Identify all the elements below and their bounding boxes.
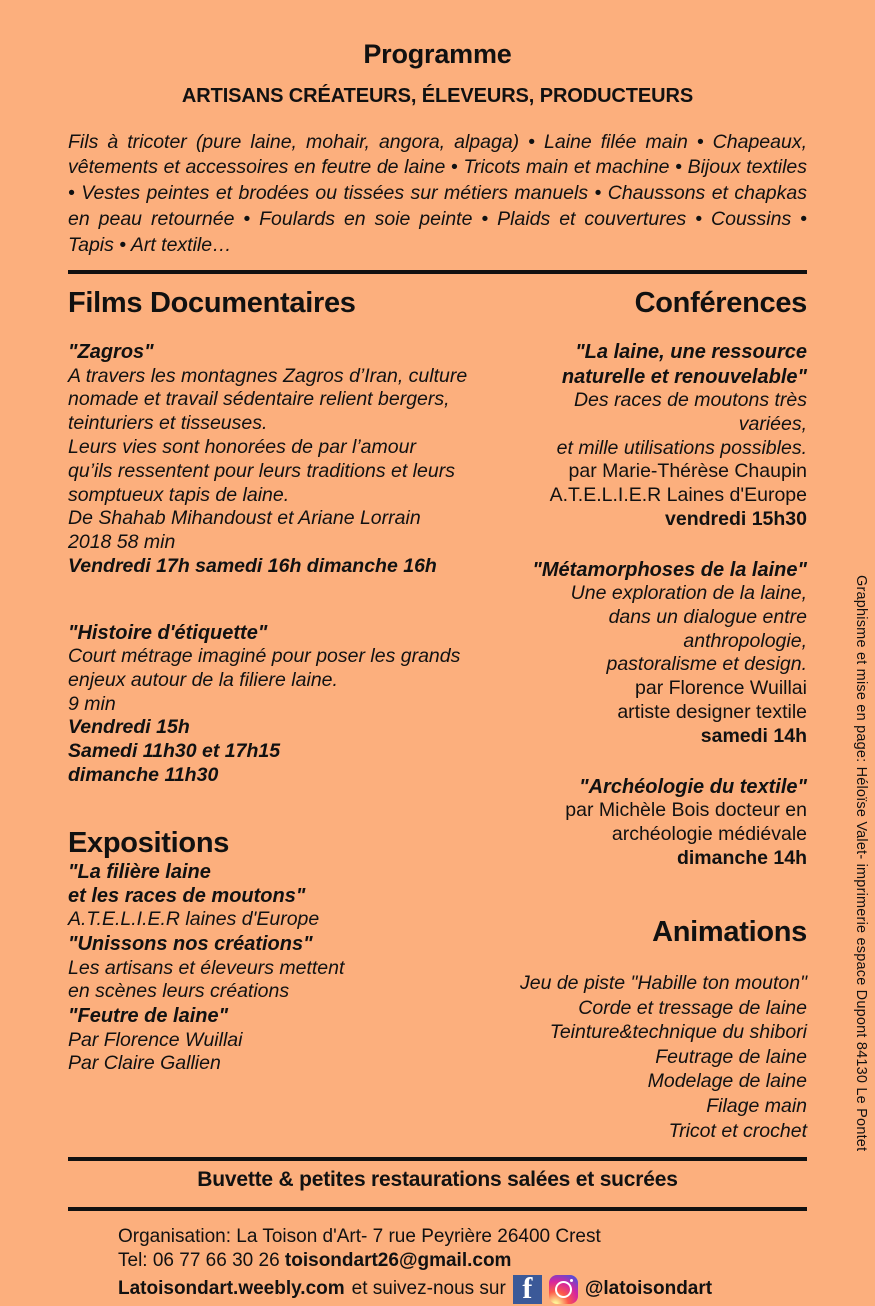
- exposition-title: "La filière laine: [68, 860, 211, 883]
- film-body-line: qu’ils ressentent pour leurs traditions et leurs: [68, 459, 455, 482]
- exposition-item: [68, 1004, 507, 1076]
- film-item: [68, 340, 507, 578]
- section-heading-films: Films Documentaires: [68, 287, 356, 320]
- film-title: "Histoire d'étiquette": [68, 621, 268, 644]
- footer-follow-text: et suivez-nous sur: [351, 1278, 506, 1300]
- conference-body: Une exploration de la laine,: [570, 582, 807, 605]
- exposition-title: "Feutre de laine": [68, 1005, 229, 1028]
- conference-time: dimanche 14h: [676, 846, 807, 869]
- film-body-line: Leurs vies sont honorées de par l’amour: [68, 435, 416, 458]
- footer-website[interactable]: Latoisondart.weebly.com: [118, 1278, 345, 1300]
- right-column: [507, 274, 807, 1143]
- footer-social-handle[interactable]: @latoisondart: [584, 1278, 713, 1300]
- footer-social-row: [118, 1275, 875, 1304]
- conference-credit: par Michèle Bois docteur en: [565, 798, 807, 821]
- film-showtimes: Samedi 11h30 et 17h15: [68, 740, 281, 763]
- conference-credit: A.T.E.L.I.E.R Laines d'Europe: [549, 484, 807, 507]
- footer-organisation: Organisation: La Toison d'Art- 7 rue Peyrière 26400 Crest: [118, 1226, 601, 1248]
- animation-item: Teinture&technique du shibori: [549, 1021, 807, 1044]
- conference-item: [507, 558, 807, 749]
- exposition-title: "Unissons nos créations": [68, 933, 313, 956]
- left-column: [68, 274, 507, 1076]
- buvette-banner: Buvette & petites restaurations salées et sucrées: [197, 1168, 678, 1192]
- film-body-line: teinturiers et tisseuses.: [68, 412, 268, 435]
- film-body-line: De Shahab Mihandoust et Ariane Lorrain: [68, 507, 421, 530]
- film-body-line: enjeux autour de la filiere laine.: [68, 668, 338, 691]
- film-showtimes: dimanche 11h30: [68, 763, 219, 786]
- footer-contact: [118, 1249, 875, 1273]
- conference-body: Des races de moutons très variées,: [573, 389, 807, 435]
- exposition-body: Par Florence Wuillai: [68, 1028, 243, 1051]
- conference-time: vendredi 15h30: [665, 507, 807, 530]
- film-title: "Zagros": [68, 341, 154, 364]
- main-columns: [68, 274, 807, 1143]
- film-showtimes: Vendredi 17h samedi 16h dimanche 16h: [68, 554, 437, 577]
- animations-list: [507, 971, 807, 1143]
- conference-item: [507, 340, 807, 531]
- exposition-body: Les artisans et éleveurs mettent: [68, 956, 345, 979]
- page-subtitle: ARTISANS CRÉATEURS, ÉLEVEURS, PRODUCTEURS: [181, 84, 694, 107]
- film-body-line: 2018 58 min: [68, 531, 176, 554]
- exposition-body: en scènes leurs créations: [68, 980, 290, 1003]
- section-heading-animations: Animations: [652, 916, 807, 949]
- footer-email[interactable]: toisondart26@gmail.com: [284, 1250, 512, 1272]
- conference-title: "La laine, une ressource: [575, 341, 807, 364]
- conference-title: "Métamorphoses de la laine": [532, 558, 807, 581]
- conference-body: dans un dialogue entre anthropologie,: [608, 605, 807, 652]
- instagram-icon[interactable]: [549, 1275, 578, 1304]
- conference-title: naturelle et renouvelable": [561, 365, 807, 388]
- divider-buvette-bottom: [68, 1207, 807, 1211]
- animation-item: Feutrage de laine: [655, 1045, 807, 1068]
- instagram-lens-shape: [555, 1281, 572, 1298]
- facebook-icon[interactable]: [513, 1275, 542, 1304]
- footer-tel: Tel: 06 77 66 30 26: [118, 1250, 285, 1272]
- film-item: [68, 621, 507, 788]
- intro-paragraph: Fils à tricoter (pure laine, mohair, angora, alpaga) • Laine filée main • Chapeaux, vêtements et accessoires en feutre de laine • Tricots main et machine • Bijoux textiles • Vestes peintes et brodées ou tissées sur métiers manuels • Chaussons et chapkas en peau retournée • Foulards en soie peinte • Plaids et couvertures • Coussins • Tapis • Art textile…: [68, 130, 807, 256]
- animation-item: Jeu de piste "Habille ton mouton": [519, 972, 807, 995]
- conference-title: "Archéologie du textile": [579, 775, 807, 798]
- header: [0, 0, 875, 108]
- conference-credit: par Florence Wuillai: [635, 677, 807, 700]
- conference-time: samedi 14h: [700, 724, 807, 747]
- vertical-print-credit: Graphisme et mise en page: Héloïse Valet- imprimerie espace Dupont 84130 Le Pontet: [853, 575, 869, 1152]
- instagram-dot-shape: [570, 1279, 573, 1282]
- conference-body: et mille utilisations possibles.: [556, 436, 807, 459]
- section-heading-conferences: Conférences: [634, 287, 807, 320]
- film-body-line: A travers les montagnes Zagros d’Iran, culture: [68, 364, 468, 387]
- film-showtimes: Vendredi 15h: [68, 716, 190, 739]
- exposition-item: [68, 860, 507, 933]
- conference-credit: archéologie médiévale: [611, 822, 807, 845]
- footer: [0, 1225, 875, 1304]
- exposition-item: [68, 932, 507, 1004]
- film-body-line: 9 min: [68, 692, 116, 715]
- section-heading-expositions: Expositions: [68, 826, 230, 859]
- animation-item: Filage main: [706, 1095, 807, 1118]
- exposition-body: Par Claire Gallien: [68, 1052, 221, 1075]
- film-body-line: somptueux tapis de laine.: [68, 483, 290, 506]
- animation-item: Modelage de laine: [647, 1070, 807, 1093]
- animation-item: Corde et tressage de laine: [578, 996, 807, 1019]
- page-title: Programme: [363, 39, 512, 69]
- exposition-body: A.T.E.L.I.E.R laines d'Europe: [68, 908, 320, 931]
- conference-body: pastoralisme et design.: [606, 653, 807, 676]
- conference-credit: par Marie-Thérèse Chaupin: [568, 460, 807, 483]
- film-body-line: Court métrage imaginé pour poser les grands: [68, 645, 461, 668]
- film-body-line: nomade et travail sédentaire relient bergers,: [68, 388, 450, 411]
- conference-credit: artiste designer textile: [617, 701, 807, 724]
- animation-item: Tricot et crochet: [668, 1119, 807, 1142]
- exposition-title: et les races de moutons": [68, 885, 306, 908]
- conference-item: [507, 775, 807, 871]
